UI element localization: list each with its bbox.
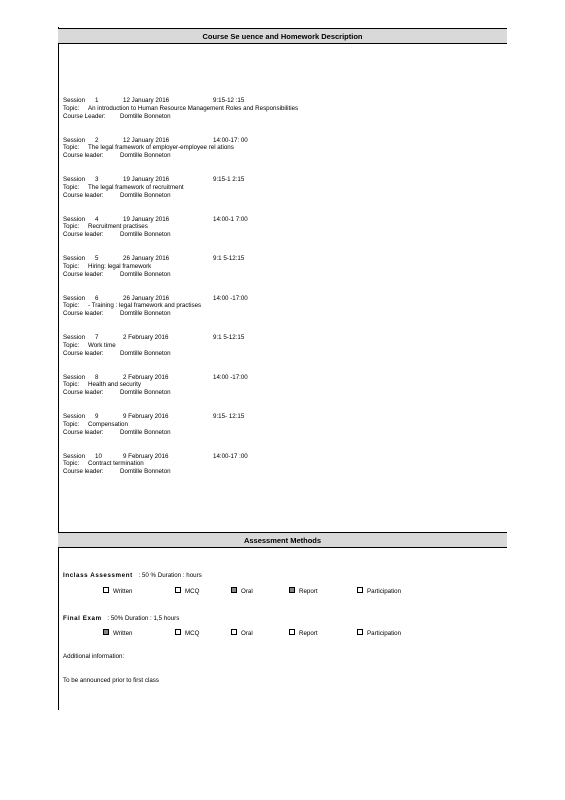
- session-label: Session: [63, 452, 86, 460]
- session-topic: Contract termination: [88, 460, 144, 468]
- session-label: Session: [63, 176, 86, 183]
- session-topic: Work time: [88, 341, 116, 349]
- checkbox-icon[interactable]: [289, 629, 295, 635]
- course-leader-name: Domtille Bonneton: [120, 468, 171, 476]
- option-mcq[interactable]: [175, 630, 199, 637]
- course-leader-name: Domtille Bonneton: [120, 389, 171, 397]
- course-leader-name: Domtille Bonneton: [120, 112, 171, 120]
- course-leader-label: Course leader:: [63, 428, 104, 436]
- session-label: Session: [63, 97, 86, 104]
- session-date: 2 February 2016: [123, 373, 169, 381]
- option-label: Written: [113, 588, 133, 595]
- option-participation[interactable]: [357, 588, 401, 595]
- course-leader-label: Course leader:: [63, 389, 104, 397]
- topic-label: Topic:: [63, 381, 80, 389]
- session-block: [63, 453, 503, 493]
- final-options: [63, 630, 503, 639]
- session-block: [63, 334, 503, 374]
- topic-label: Topic:: [63, 104, 80, 112]
- topic-label: Topic:: [63, 420, 80, 428]
- session-number: 6: [95, 294, 99, 302]
- option-label: Report: [299, 630, 318, 637]
- course-leader-name: Domtille Bonneton: [120, 428, 171, 436]
- session-number: 1: [95, 97, 99, 104]
- session-date: 9 February 2016: [123, 413, 169, 420]
- checkbox-icon[interactable]: [103, 587, 109, 593]
- checkbox-icon[interactable]: [231, 629, 237, 635]
- session-time: 14:00 -17:00: [213, 373, 248, 381]
- session-date: 19 January 2016: [123, 215, 170, 223]
- course-sequence-title: Course Se uence and Homework Description: [202, 31, 363, 41]
- inclass-detail: : 50 % Duration : hours: [138, 572, 202, 579]
- session-topic: Recruitment practises: [88, 223, 148, 231]
- option-oral[interactable]: [231, 588, 253, 595]
- session-block: [63, 295, 503, 335]
- option-label: Participation: [367, 630, 402, 637]
- course-leader-label: Course leader:: [63, 468, 104, 476]
- topic-label: Topic:: [63, 460, 80, 468]
- checkbox-icon[interactable]: [231, 587, 237, 593]
- topic-label: Topic:: [63, 262, 80, 270]
- inclass-options: [63, 588, 503, 597]
- checkbox-icon[interactable]: [357, 629, 363, 635]
- session-number: 10: [95, 452, 102, 460]
- session-time: 9:15-1 2:15: [213, 176, 245, 183]
- checkbox-icon[interactable]: [289, 587, 295, 593]
- topic-label: Topic:: [63, 183, 80, 191]
- option-report[interactable]: [289, 630, 318, 637]
- session-topic: - Training : legal framework and practises: [88, 302, 202, 310]
- option-label: Participation: [367, 588, 402, 595]
- session-time: 14:00 -17:00: [213, 294, 248, 302]
- option-participation[interactable]: [357, 630, 401, 637]
- session-topic: The legal framework of recruitment: [88, 183, 184, 191]
- option-written[interactable]: [103, 630, 132, 637]
- session-topic: Compensation: [88, 420, 128, 428]
- session-label: Session: [63, 215, 86, 223]
- session-time: 14:00-17 :00: [213, 452, 248, 460]
- session-block: [63, 216, 503, 256]
- session-date: 12 January 2016: [123, 97, 170, 104]
- left-border-line: [58, 27, 59, 710]
- session-date: 9 February 2016: [123, 452, 169, 460]
- topic-label: Topic:: [63, 144, 80, 152]
- checkbox-icon[interactable]: [357, 587, 363, 593]
- final-exam-row: [63, 615, 179, 622]
- course-leader-name: Domtille Bonneton: [120, 231, 171, 239]
- session-date: 26 January 2016: [123, 255, 170, 262]
- course-leader-label: Course leader:: [63, 310, 104, 318]
- session-block: [63, 176, 503, 216]
- option-label: MCQ: [185, 588, 200, 595]
- course-leader-label: Course leader:: [63, 349, 104, 357]
- session-time: 9:15- 12:15: [213, 413, 245, 420]
- option-report[interactable]: [289, 588, 318, 595]
- course-leader-name: Domtille Bonneton: [120, 270, 171, 278]
- option-oral[interactable]: [231, 630, 253, 637]
- session-time: 14:00-17: 00: [213, 136, 248, 144]
- session-block: [63, 137, 503, 177]
- announcement-text: To be announced prior to first class: [63, 677, 159, 684]
- inclass-label: Inclass Assessment: [63, 572, 133, 579]
- session-number: 7: [95, 334, 99, 341]
- option-label: Oral: [241, 588, 253, 595]
- session-block: [63, 97, 503, 137]
- session-number: 8: [95, 373, 99, 381]
- checkbox-icon[interactable]: [175, 629, 181, 635]
- session-number: 4: [95, 215, 99, 223]
- session-label: Session: [63, 373, 86, 381]
- course-leader-label: Course leader:: [63, 270, 104, 278]
- session-number: 2: [95, 136, 99, 144]
- session-number: 3: [95, 176, 99, 183]
- course-leader-label: Course Leader:: [63, 112, 106, 120]
- additional-info-label: Additional information:: [63, 653, 125, 660]
- session-topic: An introduction to Human Resource Management Roles and Responsibilities: [88, 104, 299, 112]
- topic-label: Topic:: [63, 223, 80, 231]
- course-sequence-header: [58, 28, 507, 44]
- course-leader-label: Course leader:: [63, 191, 104, 199]
- option-label: Written: [113, 630, 133, 637]
- session-label: Session: [63, 413, 86, 420]
- topic-label: Topic:: [63, 302, 80, 310]
- session-block: [63, 374, 503, 414]
- option-label: Oral: [241, 630, 253, 637]
- session-label: Session: [63, 334, 86, 341]
- sessions-list: [63, 97, 503, 492]
- session-topic: Hiring: legal framework: [88, 262, 152, 270]
- session-time: 14:00-1 7:00: [213, 215, 248, 223]
- session-number: 5: [95, 255, 99, 262]
- session-date: 26 January 2016: [123, 294, 170, 302]
- session-time: 9:1 5-12:15: [213, 334, 245, 341]
- session-block: [63, 413, 503, 453]
- session-topic: Health and security: [88, 381, 141, 389]
- session-topic: The legal framework of employer-employee rel ations: [88, 144, 234, 152]
- checkbox-icon[interactable]: [103, 629, 109, 635]
- course-leader-name: Domtille Bonneton: [120, 310, 171, 318]
- topic-label: Topic:: [63, 341, 80, 349]
- option-label: MCQ: [185, 630, 200, 637]
- assessment-title: Assessment Methods: [243, 535, 322, 545]
- option-written[interactable]: [103, 588, 132, 595]
- session-label: Session: [63, 136, 86, 144]
- final-exam-detail: : 50% Duration : 1,5 hours: [107, 615, 180, 622]
- session-time: 9:15-12 :15: [213, 97, 245, 104]
- inclass-assessment-row: [63, 572, 202, 579]
- session-number: 9: [95, 413, 99, 420]
- session-block: [63, 255, 503, 295]
- course-leader-name: Domtille Bonneton: [120, 349, 171, 357]
- session-date: 12 January 2016: [123, 136, 170, 144]
- option-label: Report: [299, 588, 318, 595]
- session-date: 19 January 2016: [123, 176, 170, 183]
- course-leader-label: Course leader:: [63, 231, 104, 239]
- session-time: 9:1 5-12:15: [213, 255, 245, 262]
- course-leader-name: Domtille Bonneton: [120, 191, 171, 199]
- checkbox-icon[interactable]: [175, 587, 181, 593]
- session-date: 2 February 2016: [123, 334, 169, 341]
- course-leader-label: Course leader:: [63, 152, 104, 160]
- session-label: Session: [63, 294, 86, 302]
- assessment-header: [58, 532, 507, 548]
- final-exam-label: Final Exam: [63, 615, 102, 622]
- option-mcq[interactable]: [175, 588, 199, 595]
- course-leader-name: Domtille Bonneton: [120, 152, 171, 160]
- session-label: Session: [63, 255, 86, 262]
